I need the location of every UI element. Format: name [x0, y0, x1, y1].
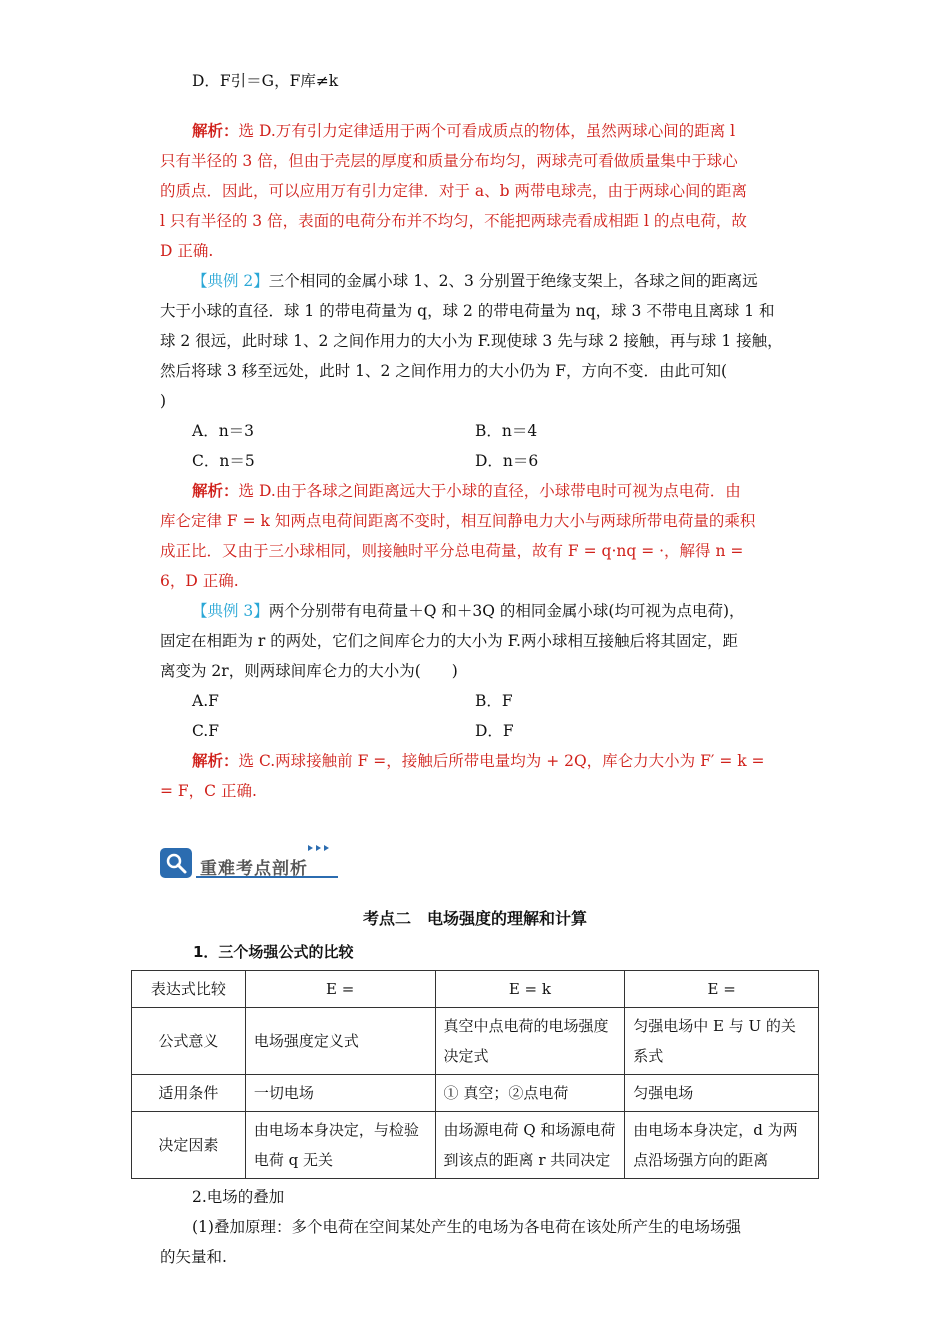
example1-analysis: 解析：选 D.万有引力定律适用于两个可看成质点的物体，虽然两球心间的距离 l 只有半径的 3 倍，但由于壳层的厚度和质量分布均匀，两球壳可看做质量集中于球心 的质点．因此，可以应用万有引力定律．对于 a、b 两带电球壳，由于两球心间的距离 l 只有半径的 3 倍，表面的电荷分布并不均匀，不能把两球壳看成相距 l 的点电荷，故 D 正确.: [160, 121, 748, 260]
subsection-title: 2.电场的叠加: [192, 1188, 285, 1206]
option-a: A.F: [192, 692, 219, 710]
option-c: C.F: [192, 722, 219, 740]
table-cell: 一切电场: [245, 1075, 435, 1112]
superposition-section: 2.电场的叠加 (1)叠加原理：多个电荷在空间某处产生的电场为各电荷在该处所产生的电场场强 的矢量和.: [160, 1182, 800, 1272]
example3-options: [160, 686, 800, 716]
example3-analysis: 解析：选 C.两球接触前 F =，接触后所带电量均为 + 2Q，库仑力大小为 F′ = k = = F，C 正确.: [160, 751, 765, 800]
table-row: [132, 1075, 819, 1112]
example2: 【典例 2】三个相同的金属小球 1、2、3 分别置于绝缘支架上，各球之间的距离远 大于小球的直径．球 1 的带电荷量为 q，球 2 的带电荷量为 nq，球 3 不带电且离球 1 和 球 2 很远，此时球 1、2 之间作用力的大小为 F.现使球 3 先与球 2 接触，再与球 1 接触， 然后将球 3 移至远处，此时 1、2 之间作用力的大小仍为 F，方向不变．由此可知( ) A．n＝3 B．n＝4 C．n＝5 D．n＝6: [160, 266, 800, 476]
table-cell: 适用条件: [132, 1075, 246, 1112]
option-a: A．n＝3: [192, 422, 255, 440]
table-cell: 由电场本身决定，与检验电荷 q 无关: [245, 1112, 435, 1179]
option-d-previous: D．F引＝G，F库≠k: [192, 72, 339, 90]
example3: 【典例 3】两个分别带有电荷量＋Q 和＋3Q 的相同金属小球(均可视为点电荷)， 固定在相距为 r 的两处，它们之间库仑力的大小为 F.两小球相互接触后将其固定，距 离变为 2r，则两球间库仑力的大小为( ) A.F B．F C.F D．F: [160, 596, 800, 746]
table-cell: 决定因素: [132, 1112, 246, 1179]
option-b: B．n＝4: [475, 422, 538, 440]
table-header-cell: E =: [625, 971, 819, 1008]
table-cell: 真空中点电荷的电场强度决定式: [435, 1008, 625, 1075]
table-cell: 由场源电荷 Q 和场源电荷到该点的距离 r 共同决定: [435, 1112, 625, 1179]
analysis-label: 解析：: [192, 121, 239, 140]
table-cell: ① 真空；②点电荷: [435, 1075, 625, 1112]
option-d: D．n＝6: [475, 452, 539, 470]
table-row: [132, 1112, 819, 1179]
table-header-cell: 表达式比较: [132, 971, 246, 1008]
table-cell: 匀强电场中 E 与 U 的关系式: [625, 1008, 819, 1075]
table-header-cell: E = k: [435, 971, 625, 1008]
table-cell: 匀强电场: [625, 1075, 819, 1112]
option-b: B．F: [475, 692, 513, 710]
banner-label: 重难考点剖析: [200, 859, 308, 879]
option-c: C．n＝5: [192, 452, 255, 470]
example2-options: [160, 416, 800, 446]
question-content: [160, 66, 800, 806]
option-d: D．F: [475, 722, 514, 740]
example2-analysis: 解析：选 D.由于各球之间距离远大于小球的直径，小球带电时可视为点电荷．由 库仑定律 F = k 知两点电荷间距离不变时，相互间静电力大小与两球所带电荷量的乘积 成正比．又由于三小球相同，则接触时平分总电荷量，故有 F = q·nq = ·，解得 n = 6，D 正确.: [160, 481, 756, 590]
table-row: [132, 1008, 819, 1075]
example2-tag: 【典例 2】: [192, 272, 269, 290]
example3-tag: 【典例 3】: [192, 602, 269, 620]
table-cell: 由电场本身决定，d 为两点沿场强方向的距离: [625, 1112, 819, 1179]
section-banner: [160, 842, 340, 882]
table-header-row: [132, 971, 819, 1008]
table-cell: 电场强度定义式: [245, 1008, 435, 1075]
principle-text: (1)叠加原理：多个电荷在空间某处产生的电场为各电荷在该处所产生的电场场强: [192, 1218, 741, 1236]
table-header-cell: E =: [245, 971, 435, 1008]
subsection-title: 1．三个场强公式的比较: [193, 943, 354, 961]
table-cell: 公式意义: [132, 1008, 246, 1075]
section-title: 考点二 电场强度的理解和计算: [362, 909, 587, 928]
comparison-table: [131, 970, 819, 1179]
